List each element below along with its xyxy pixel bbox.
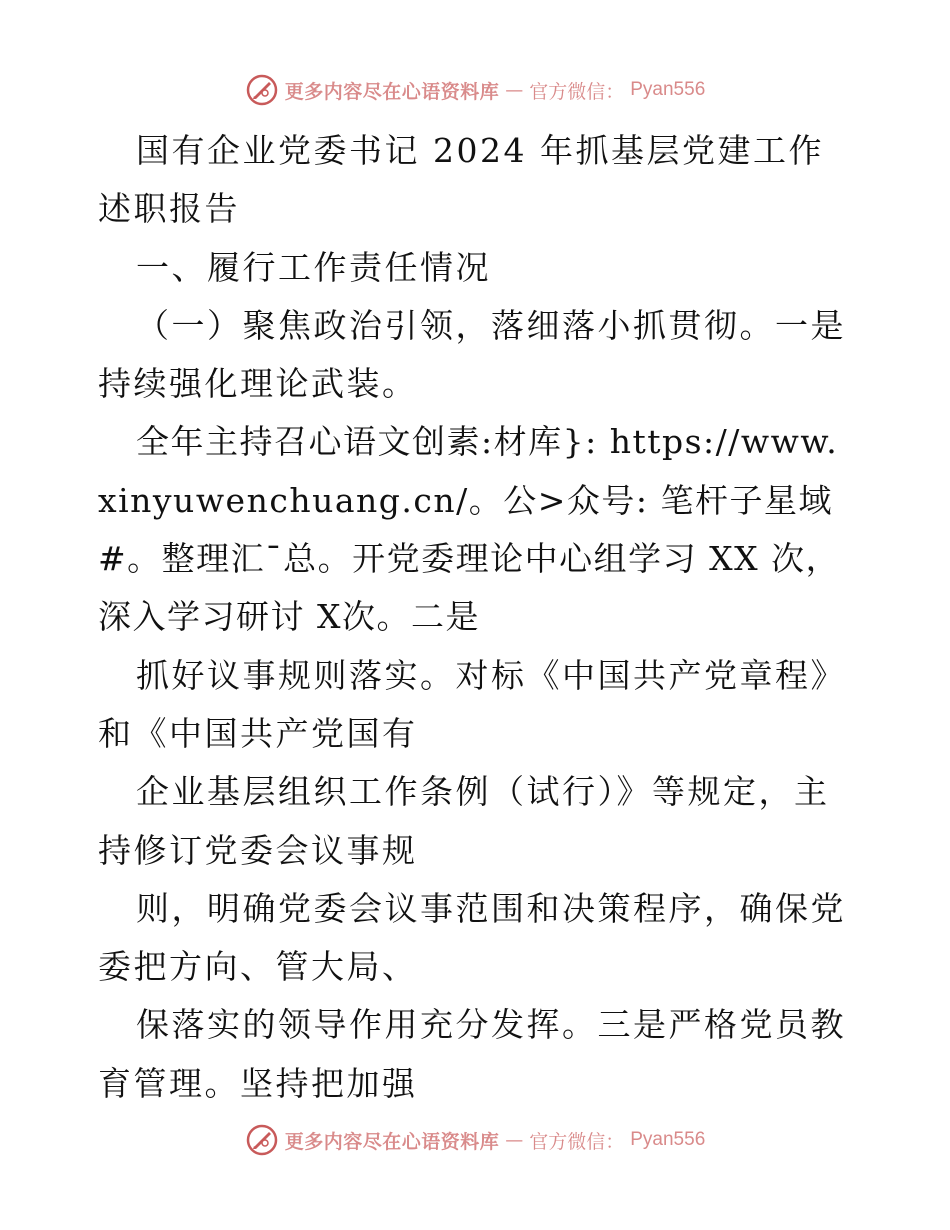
footer-banner: [0, 1120, 950, 1160]
quill-circle-icon: [245, 73, 279, 107]
footer-slogan: 更多内容尽在心语资料库: [284, 1130, 500, 1153]
paragraph: 则，明确党委会议事范围和决策程序，确保党委把方向、管大局、: [98, 888, 846, 987]
quill-circle-icon: [245, 1123, 279, 1157]
section-heading: 一、履行工作责任情况: [136, 247, 491, 287]
document-body: [98, 122, 858, 1113]
header-banner: [0, 70, 950, 110]
paragraph: （一）聚焦政治引领，落细落小抓贯彻。一是持续强化理论武装。: [98, 305, 846, 404]
paragraph: 抓好议事规则落实。对标《中国共产党章程》和《中国共产党国有: [98, 655, 846, 753]
paragraph: 企业基层组织工作条例（试行）》等规定，主持修订党委会议事规: [98, 772, 830, 870]
footer-separator: —: [505, 1129, 524, 1151]
footer-wechat-label: 官方微信：: [529, 1130, 625, 1153]
header-separator: —: [505, 79, 524, 101]
paragraph: 保落实的领导作用充分发挥。三是严格党员教育管理。坚持把加强: [98, 1005, 846, 1103]
header-wechat-id: Pyan556: [630, 79, 706, 100]
header-slogan: 更多内容尽在心语资料库: [284, 80, 500, 103]
document-title: 国有企业党委书记 2024 年抓基层党建工作述职报告: [98, 131, 824, 229]
paragraph: 全年主持召心语文创素:材库}: https://www.xinyuwenchuang.cn/。公>众号: 笔杆子星域#。整理汇¯总。开党委理论中心组学习 XX 次，深入学习研讨 X次。二是: [98, 422, 841, 637]
header-wechat-label: 官方微信：: [529, 80, 625, 103]
footer-wechat-id: Pyan556: [630, 1129, 706, 1150]
